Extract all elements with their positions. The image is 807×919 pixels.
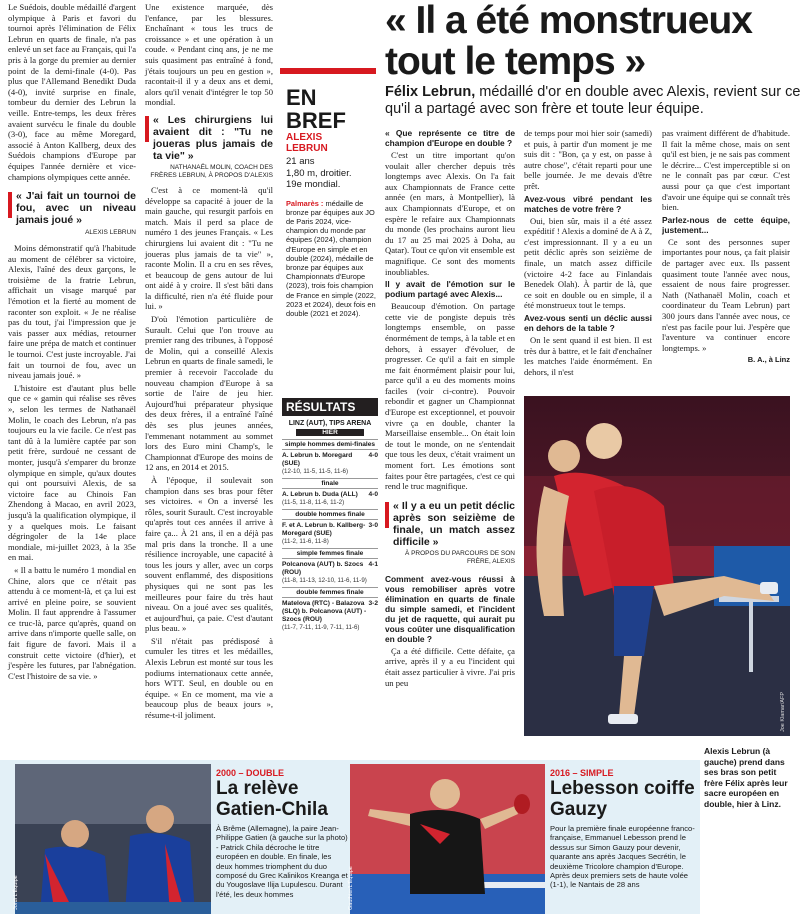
result-line — [282, 452, 378, 468]
story-tag: 2000 – DOUBLE — [216, 768, 285, 778]
quote-byline: ALEXIS LEBRUN — [85, 229, 136, 237]
result-sets: (11-2, 11-6, 11-8) — [282, 538, 329, 545]
result-players: A. Lebrun b. Duda (ALL) — [282, 491, 358, 498]
interview-answer: Ce sont des personnes super importantes pour nous, ça fait plaisir de partager avec eux. Ils passent quasiment toute l'année avec nous, essaient de nous faire progresser. Nath (Nathanaël Molin, coach et coordinateur du Team Lebrun) part 300 jours dans l'année avec nous, ce n'est pas facile pour lui. J'espère que l'aventure va continuer encore longtemps. » — [662, 236, 790, 353]
photo-credit: Joe Klamar/AFP — [780, 691, 786, 732]
result-line — [282, 600, 378, 624]
bref-box — [286, 86, 378, 318]
body-paragraph: D'où l'émotion particulière de Surault. Celui que l'on trouve au premier rang des tribunes, à l'opposé de Molin, qui a conseillé Alexis Lebrun en quarts de finale samedi, le premier à recevoir l'accolade du nouveau champion d'Europe à sa sortie de l'aire de jeu hier. Aujourd'hui préparateur physique des deux frères, il a entraîné l'aîné dès ses plus jeunes années, l'emmenant notamment au sommet lors des Euro mini Champ's, le Championnat d'Europe des moins de 12 ans, en 2014 et 2015. — [145, 314, 273, 473]
body-paragraph: S'il n'était pas prédisposé à cumuler les titres et les médailles, Alexis Lebrun est monté sur tous les podiums internationaux cette année, hors WTT. Seul, en double ou en équipe. « En ce moment, ma vie a beaucoup plus de beaux jours », résume-t-il joliment. — [145, 635, 273, 721]
photo-caption: Alexis Lebrun (à gauche) prend dans ses bras son petit frère Félix après leur sacre européen en double, hier à Linz. — [704, 746, 788, 809]
lead-text: médaillé d'or en double avec Alexis, revient sur ce qu'il a partagé avec son frère et toute leur équipe. — [385, 84, 801, 117]
result-score: 3-0 — [368, 522, 378, 529]
interview-answer: Oui, bien sûr, mais il a été assez expéditif ! Alexis a dominé de A à Z, c'est impressionnant. Il y a eu un petit déclic après son seizième de finale, un match assez difficile (victoire 4-2 face au Finlandais Benedek Olah). À partir de là, que ce soit en double ou en simple, il a été monstrueux tout le temps. — [524, 215, 652, 311]
palmares-text: médaille de bronze par équipes aux JO de Paris 2024, vice-champion du monde par équipes (2024), champion d'Europe en simple et en double (2024), médaille de bronze par équipes aux Championnats d'Europe (2023), trois fois champion de France en simple (2022, 2023 et 2024), deux fois en double (2021 et 2024). — [286, 198, 376, 318]
pull-quote — [8, 190, 136, 226]
quote-bar — [8, 192, 12, 218]
result-category: simple hommes demi-finales — [282, 439, 378, 450]
interview-question: Parlez-nous de cette équipe, justement... — [662, 214, 790, 235]
bref-palmares — [286, 199, 378, 319]
interview-answer: de temps pour moi hier soir (samedi) et puis, à partir d'un moment je me suis dit : "Bon, ça y est, on passe à autre chose", c'était reparti pour une belle journée. Je me devais d'être prêt. — [524, 128, 652, 191]
bref-size: 1,80 m, droitier. — [286, 167, 352, 179]
result-line — [282, 561, 378, 577]
result-sets: (11-8, 11-13, 12-10, 11-6, 11-9) — [282, 577, 367, 584]
photo-illustration — [350, 764, 545, 914]
results-venue: LINZ (AUT), TIPS ARENA — [288, 420, 372, 427]
result-category: double femmes finale — [282, 587, 378, 598]
story-tag: 2016 – SIMPLE — [550, 768, 614, 778]
result-sets: (11-5, 11-8, 11-6, 11-2) — [282, 499, 345, 506]
article-column-1 — [8, 2, 136, 738]
signature: B. A., à Linz — [747, 355, 790, 365]
result-score: 3-2 — [368, 600, 378, 607]
body-paragraph: À l'époque, il soulevait son champion dans ses bras pour fêter ses victoires. « On a inversé les rôles, sourit Surault. C'est incroyable qu'après tout ces années il arrive à faire ça... À 21 ans, il en a déjà pas mal pris dans la tronche. Il a une résilience incroyable, une capacité à tous les jours y aller, avec un corps souvent enflammé, des dispositions physiques qui ne sont pas les meilleures pour faire du très haut niveau. On a joué avec ses qualités, et aujourd'hui, ça paie. C'est d'autant plus beau. » — [145, 474, 273, 634]
result-line — [282, 522, 378, 538]
result-score: 4-1 — [368, 561, 378, 568]
bref-name: ALEXIS LEBRUN — [286, 132, 328, 154]
interview-question: Comment avez-vous réussi à vous remobiliser après votre élimination en quarts de finale du simple samedi, et l'incident du jet de raquette, qui aurait pu vous coûter une disqualification en double ? — [385, 573, 515, 644]
headline-lead — [385, 84, 805, 118]
main-photo — [524, 396, 790, 736]
result-category: double hommes finale — [282, 509, 378, 520]
lead-name: Félix Lebrun, — [385, 84, 476, 100]
results-box — [282, 398, 378, 631]
interview-question: Avez-vous senti un déclic aussi en dehors de la table ? — [524, 312, 652, 333]
interview-answer: On le sent quand il est bien. Il est très dur à battre, et le fait d'enchaîner les matches l'aide énormément. En dehors, il n'est — [524, 334, 652, 377]
interview-answer: Beaucoup d'émotion. On partage cette vie de pongiste depuis très longtemps ensemble, on passe énormément de temps, à la table et en dehors, à essayer d'évoluer, de progresser. Ce qu'il a fait en simple me fait énormément plaisir pour lui, parce qu'il a eu des moments moins faciles (voir ci-contre). Pouvoir rebondir et gagner un Championnat d'Europe est exceptionnel, et pouvoir vivre ça en double, chanter la Marseillaise ensemble... On était loin de tout le monde, on ne s'entendait que tous les deux, c'était vraiment un moment fort. Les émotions sont faites pour être partagées, c'est ce qui rend le truc magnifique. — [385, 301, 515, 492]
bref-rank: 19e mondial. — [286, 179, 341, 190]
interview-question: « Que représente ce titre de champion d'Europe en double ? — [385, 128, 515, 148]
red-rule — [280, 68, 376, 74]
body-paragraph: Une existence marquée, dès l'enfance, par les blessures. Enchaînant « tous les trucs de croissance » et une opération à un coude. « Pendant cinq ans, je ne me suis quasiment pas entraîné à fond, j'étais toujours un peu en gestion », racontait-il il y a deux ans et demi, alors qu'il venait d'intégrer le top 50 mondial. — [145, 2, 273, 108]
article-column-2 — [145, 2, 273, 738]
pull-quote-text: « Les chirurgiens lui avaient dit : "Tu ne joueras plus jamais de ta vie" » — [153, 113, 273, 162]
story-text: Pour la première finale européenne franco-française, Emmanuel Lebesson prend le dessus sur Simon Gauzy pour devenir, quarante ans après Jacques Secrétin, le deuxième Tricolore champion d'Europe. Après deux premiers sets de haute volée (1-1), le Nantais de 28 ans — [550, 824, 695, 890]
interview-question: Il y avait de l'émotion sur le podium partagé avec Alexis... — [385, 279, 515, 300]
photo-illustration — [524, 396, 790, 736]
story-text: À Brême (Allemagne), la paire Jean-Philippe Gatien (à gauche sur la photo) - Patrick Chila décroche le titre européen en double. En finale, les deux hommes triomphent du duo composé du Grec Kalinikos Kreanga et du Yougoslave Ilija Lupulescu. Durant l'été, les deux hommes — [216, 824, 348, 899]
quote-bar — [145, 116, 149, 142]
interview-answer: Ça a été difficile. Cette défaite, ça arrive, après il y a eu l'incident qui était assez particulier à vivre. J'ai pris un peu — [385, 645, 515, 688]
interview-column-2 — [524, 128, 652, 392]
interview-column-1 — [385, 128, 515, 740]
bottom-story-1 — [216, 768, 348, 899]
interview-question: Avez-vous vibré pendant les matches de votre frère ? — [524, 193, 652, 214]
results-list — [282, 439, 378, 631]
bref-title: EN BREF — [286, 85, 346, 133]
bottom-photo-2 — [350, 764, 545, 914]
results-day: HIER — [296, 429, 364, 436]
story-title: La relève Gatien-Chila — [216, 778, 328, 820]
pull-quote-text: « J'ai fait un tournoi de fou, avec un niveau jamais joué » — [16, 190, 136, 227]
result-category: finale — [282, 478, 378, 489]
photo-illustration — [15, 764, 211, 914]
headline-title: « Il a été monstrueux tout le temps » — [385, 0, 752, 83]
result-line — [282, 491, 378, 499]
bref-age: 21 ans — [286, 156, 315, 167]
results-title: RÉSULTATS — [282, 398, 378, 416]
palmares-label: Palmarès : — [286, 198, 324, 208]
bottom-story-2 — [550, 768, 696, 890]
result-players: A. Lebrun b. Moregard (SUE) — [282, 452, 353, 467]
pull-quote — [385, 500, 515, 548]
result-players: Polcanova (AUT) b. Szocs (ROU) — [282, 561, 364, 576]
result-players: Matelova (RTC) - Balazova (SLQ) b. Polcanova (AUT) - Szocs (ROU) — [282, 600, 367, 623]
result-category: simple femmes finale — [282, 548, 378, 559]
body-paragraph: L'histoire est d'autant plus belle que ce « gamin qui réalise ses rêves », selon les termes de Nathanaël Molin, le coach des Lebrun, n'a pas toujours eu la vie facile. Ce n'est pas tant dû à la lumière captée par son petit frère, surdoué ne cessant de monter, jusqu'à s'emparer du bronze olympique en simple, qu'aux doutes qui ont poursuivi Alexis, de sa victoire face au Chinois Fan Zhendong à Macao, en avril 2023, jusqu'à la qualification olympique, il y a quelques mois. Le faisant dégringoler de la 14e place mondiale, mi-juillet 2023, à la 35e en mai. — [8, 382, 136, 563]
pull-quote — [145, 114, 273, 162]
result-sets: (11-7, 7-11, 11-9, 7-11, 11-6) — [282, 624, 360, 631]
interview-answer: C'est un titre important qu'on voulait aller chercher depuis très longtemps avec Alexis. On l'a fait aux Championnats de France cette année (en mars, à Montpellier), là aux Championnats d'Europe, et on espère le refaire aux Championnats du monde (les prochains auront lieu du 17 au 25 mai 2025 à Doha, au Qatar). Tout ce qu'on vit ensemble est magnifique. Ce sont des moments inoubliables. — [385, 150, 515, 277]
result-sets: (12-10, 11-5, 11-5, 11-6) — [282, 468, 349, 475]
body-paragraph: Moins démonstratif qu'à l'habitude au moment de célébrer sa victoire, Alexis, l'aîné des deux garçons, le troisième de la fratrie Lebrun, affichait un visage marqué par l'émotion et la fierté au moment de raconter son exploit. « Je ne réalise pas du tout, j'ai l'impression que je vais passer aux médias, retourner faire une prépa de match et continuer le tournoi. C'est juste incroyable. J'ai fait un tournoi de fou, avec un niveau jamais joué. » — [8, 243, 136, 381]
body-paragraph: « Il a battu le numéro 1 mondial en Chine, alors que ce n'était pas attendu à ce moment-là, et ça lui est arrivé en pleine poire, se souvient Molin. Il faut apprendre à l'assumer ce truc-là, parce qu'après, quand on arrive dans n'importe quelle salle, on fait figure de favori. Mais il a construit cette victoire (d'hier), et j'espère les futures, par l'abnégation. C'est l'histoire de sa vie. » — [8, 564, 136, 681]
interview-column-3 — [662, 128, 790, 392]
quote-byline: À PROPOS DU PARCOURS DE SON FRÈRE, ALEXIS — [404, 549, 515, 565]
body-paragraph: C'est à ce moment-là qu'il développe sa capacité à jouer de la main gauche, qui resurgit parfois en match. Mais il perd sa place de numéro 1 des jeunes Français. « Les chirurgiens lui avaient dit : "Tu ne joueras plus jamais de ta vie" », raconte Molin. Il a cru en ses rêves, et beaucoup de gens autour de lui ont aidé à y croire. Il s'est bâti dans la difficulté, rien n'a été fluide pour lui. » — [145, 184, 273, 312]
bottom-photo-1 — [15, 764, 211, 914]
photo-credit: Jordi L'Équipe — [13, 875, 19, 910]
interview-answer: pas vraiment différent de d'habitude. Il fait la même chose, mais on sent qu'il est bien, je ne sais pas comment le décrire... C'est imperceptible si on ne le connaît pas par cœur. C'est aussi pour ça que c'est important d'avoir une équipe qui se connaît très bien. — [662, 128, 790, 213]
body-paragraph: Le Suédois, double médaillé d'argent olympique à Paris et favori du tournoi après l'élimination de Félix Lebrun en quarts de finale, n'a pas enlevé un set face au Français, qui l'a pris à la gorge du premier au dernier point de la demi-finale (4-0). Pas plus que l'Allemand Benedikt Duda (4-0), invité surprise en finale, tombeur du dernier des Lebrun la veille. Entre-temps, les deux frères avaient survécu le finale du double (3-0), face au même Moregard, associé à Anton Kallberg, deux des Suédois champions d'Europe par équipes l'année dernière et vice-champions olympiques cette année. — [8, 2, 137, 182]
photo-credit: Gauthier/L'Équipe — [348, 866, 354, 910]
result-score: 4-0 — [368, 491, 378, 498]
result-players: F. et A. Lebrun b. Kallberg-Moregard (SUE) — [282, 522, 366, 537]
quote-bar — [385, 502, 389, 528]
result-score: 4-0 — [368, 452, 378, 459]
pull-quote-text: « Il y a eu un petit déclic après son seizième de finale, un match assez difficile » — [393, 499, 515, 548]
headline-block — [385, 0, 805, 118]
story-title: Lebesson coiffe Gauzy — [550, 778, 695, 820]
quote-byline: NATHANAËL MOLIN, COACH DES FRÈRES LEBRUN, À PROPOS D'ALEXIS — [150, 163, 273, 179]
